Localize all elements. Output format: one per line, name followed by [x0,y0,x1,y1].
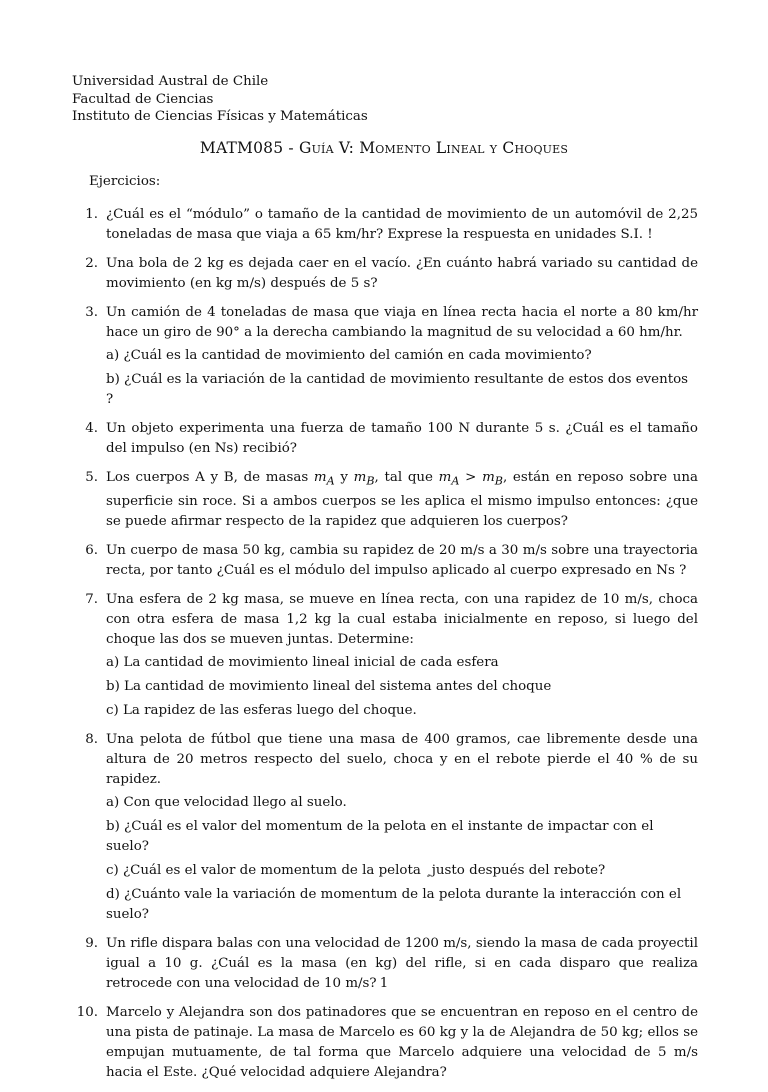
subquestion-list [106,346,698,410]
course-code: MATM085 - [199,139,299,157]
exercise-item [72,419,698,459]
exercise-item [72,303,698,410]
page-number: 1 [379,976,389,991]
exercise-number: 3. [85,305,98,320]
institution-header [72,73,368,126]
subquestion-item: a) La cantidad de movimiento lineal inicial de cada esfera [106,654,499,670]
exercise-item [72,205,698,245]
exercise-text: Marcelo y Alejandra son dos patinadores que se encuentran en reposo en el centro de una pista de patinaje. La masa de Marcelo es 60 kg y la de Alejandra de 50 kg; ellos se empujan mutuamente, de tal forma que Marcelo adquiere una velocidad de 5 m/s hacia el Este. ¿Qué velocidad adquiere Alejandra? [106,1004,698,1080]
exercise-item [72,590,698,721]
exercise-item [72,1003,698,1083]
exercise-item [72,468,698,532]
document-title [0,139,768,157]
exercise-item [72,541,698,581]
subquestion-item: a) Con que velocidad llego al suelo. [106,794,347,810]
exercise-number: 10. [76,1004,98,1020]
subquestion-item: b) ¿Cuál es la variación de la cantidad de movimiento resultante de estos dos eventos ? [106,372,689,407]
faculty-name: Facultad de Ciencias [72,91,214,107]
exercise-item [72,254,698,294]
subquestion-list [106,653,698,721]
exercise-number: 7. [85,591,98,607]
exercise-text: ¿Cuál es el “módulo” o tamaño de la cantidad de movimiento de un automóvil de 2,25 toneladas de masa que viaja a 65 km/hr? Exprese la respuesta en unidades S.I. ! [106,207,698,242]
exercises-heading: Ejercicios: [89,174,161,189]
guide-title: Guía V: Momento Lineal y Choques [298,139,569,157]
exercise-text: Una esfera de 2 kg masa, se mueve en línea recta, con una rapidez de 10 m/s, choca con otra esfera de masa 1,2 kg la cual estaba inicialmente en reposo, si luego del choque las dos se mueven juntas. Determine: [106,591,698,647]
exercise-number: 2. [85,256,98,271]
exercise-text: Un cuerpo de masa 50 kg, cambia su rapidez de 20 m/s a 30 m/s sobre una trayectoria recta, por tanto ¿Cuál es el módulo del impulso aplicado al cuerpo expresado en Ns ? [106,542,698,578]
exercise-text: Una bola de 2 kg es dejada caer en el vacío. ¿En cuánto habrá variado su cantidad de movimiento (en kg m/s) después de 5 s? [106,256,698,291]
exercise-number: 4. [85,421,98,436]
subquestion-item: b) La cantidad de movimiento lineal del sistema antes del choque [106,678,552,694]
exercise-number: 9. [85,935,98,951]
university-name: Universidad Austral de Chile [72,74,269,89]
institute-name: Instituto de Ciencias Físicas y Matemáticas [72,109,368,125]
subquestion-item: d) ¿Cuánto vale la variación de momentum de la pelota durante la interacción con el suelo? [106,886,682,922]
exercise-number: 6. [85,542,98,558]
exercise-list [72,205,698,1092]
exercise-text: Un camión de 4 toneladas de masa que viaja en línea recta hacia el norte a 80 km/hr hace un giro de 90° a la derecha cambiando la magnitud de su velocidad a 60 hm/hr. [106,305,698,340]
exercise-text: Los cuerpos A y B, de masas $m_A$ y $m_B$, tal que $m_A > m_B$, están en reposo sobre una superficie sin roce. Si a ambos cuerpos se les aplica el mismo impulso entonces: ¿que se puede afirmar respecto de la rapidez que adquieren los cuerpos? [106,470,699,529]
subquestion-item: b) ¿Cuál es el valor del momentum de la pelota en el instante de impactar con el suelo? [106,818,654,854]
subquestion-item: c) ¿Cuál es el valor de momentum de la pelota ¸justo después del rebote? [106,862,606,878]
exercise-text: Un rifle dispara balas con una velocidad de 1200 m/s, siendo la masa de cada proyectil igual a 10 g. ¿Cuál es la masa (en kg) del rifle, si en cada disparo que realiza retrocede con una velocidad de 10 m/s? [106,935,698,991]
exercise-number: 8. [85,731,98,747]
exercise-text: Una pelota de fútbol que tiene una masa de 400 gramos, cae libremente desde una altura de 20 metros respecto del suelo, choca y en el rebote pierde el 40 % de su rapidez. [106,731,698,787]
subquestion-item: c) La rapidez de las esferas luego del choque. [106,702,417,718]
exercise-text: Un objeto experimenta una fuerza de tamaño 100 N durante 5 s. ¿Cuál es el tamaño del impulso (en Ns) recibió? [106,421,698,456]
exercise-number: 1. [85,207,98,222]
exercise-item [72,730,698,925]
subquestion-item: a) ¿Cuál es la cantidad de movimiento del camión en cada movimiento? [106,348,592,363]
exercise-number: 5. [85,470,98,485]
subquestion-list [106,793,698,925]
